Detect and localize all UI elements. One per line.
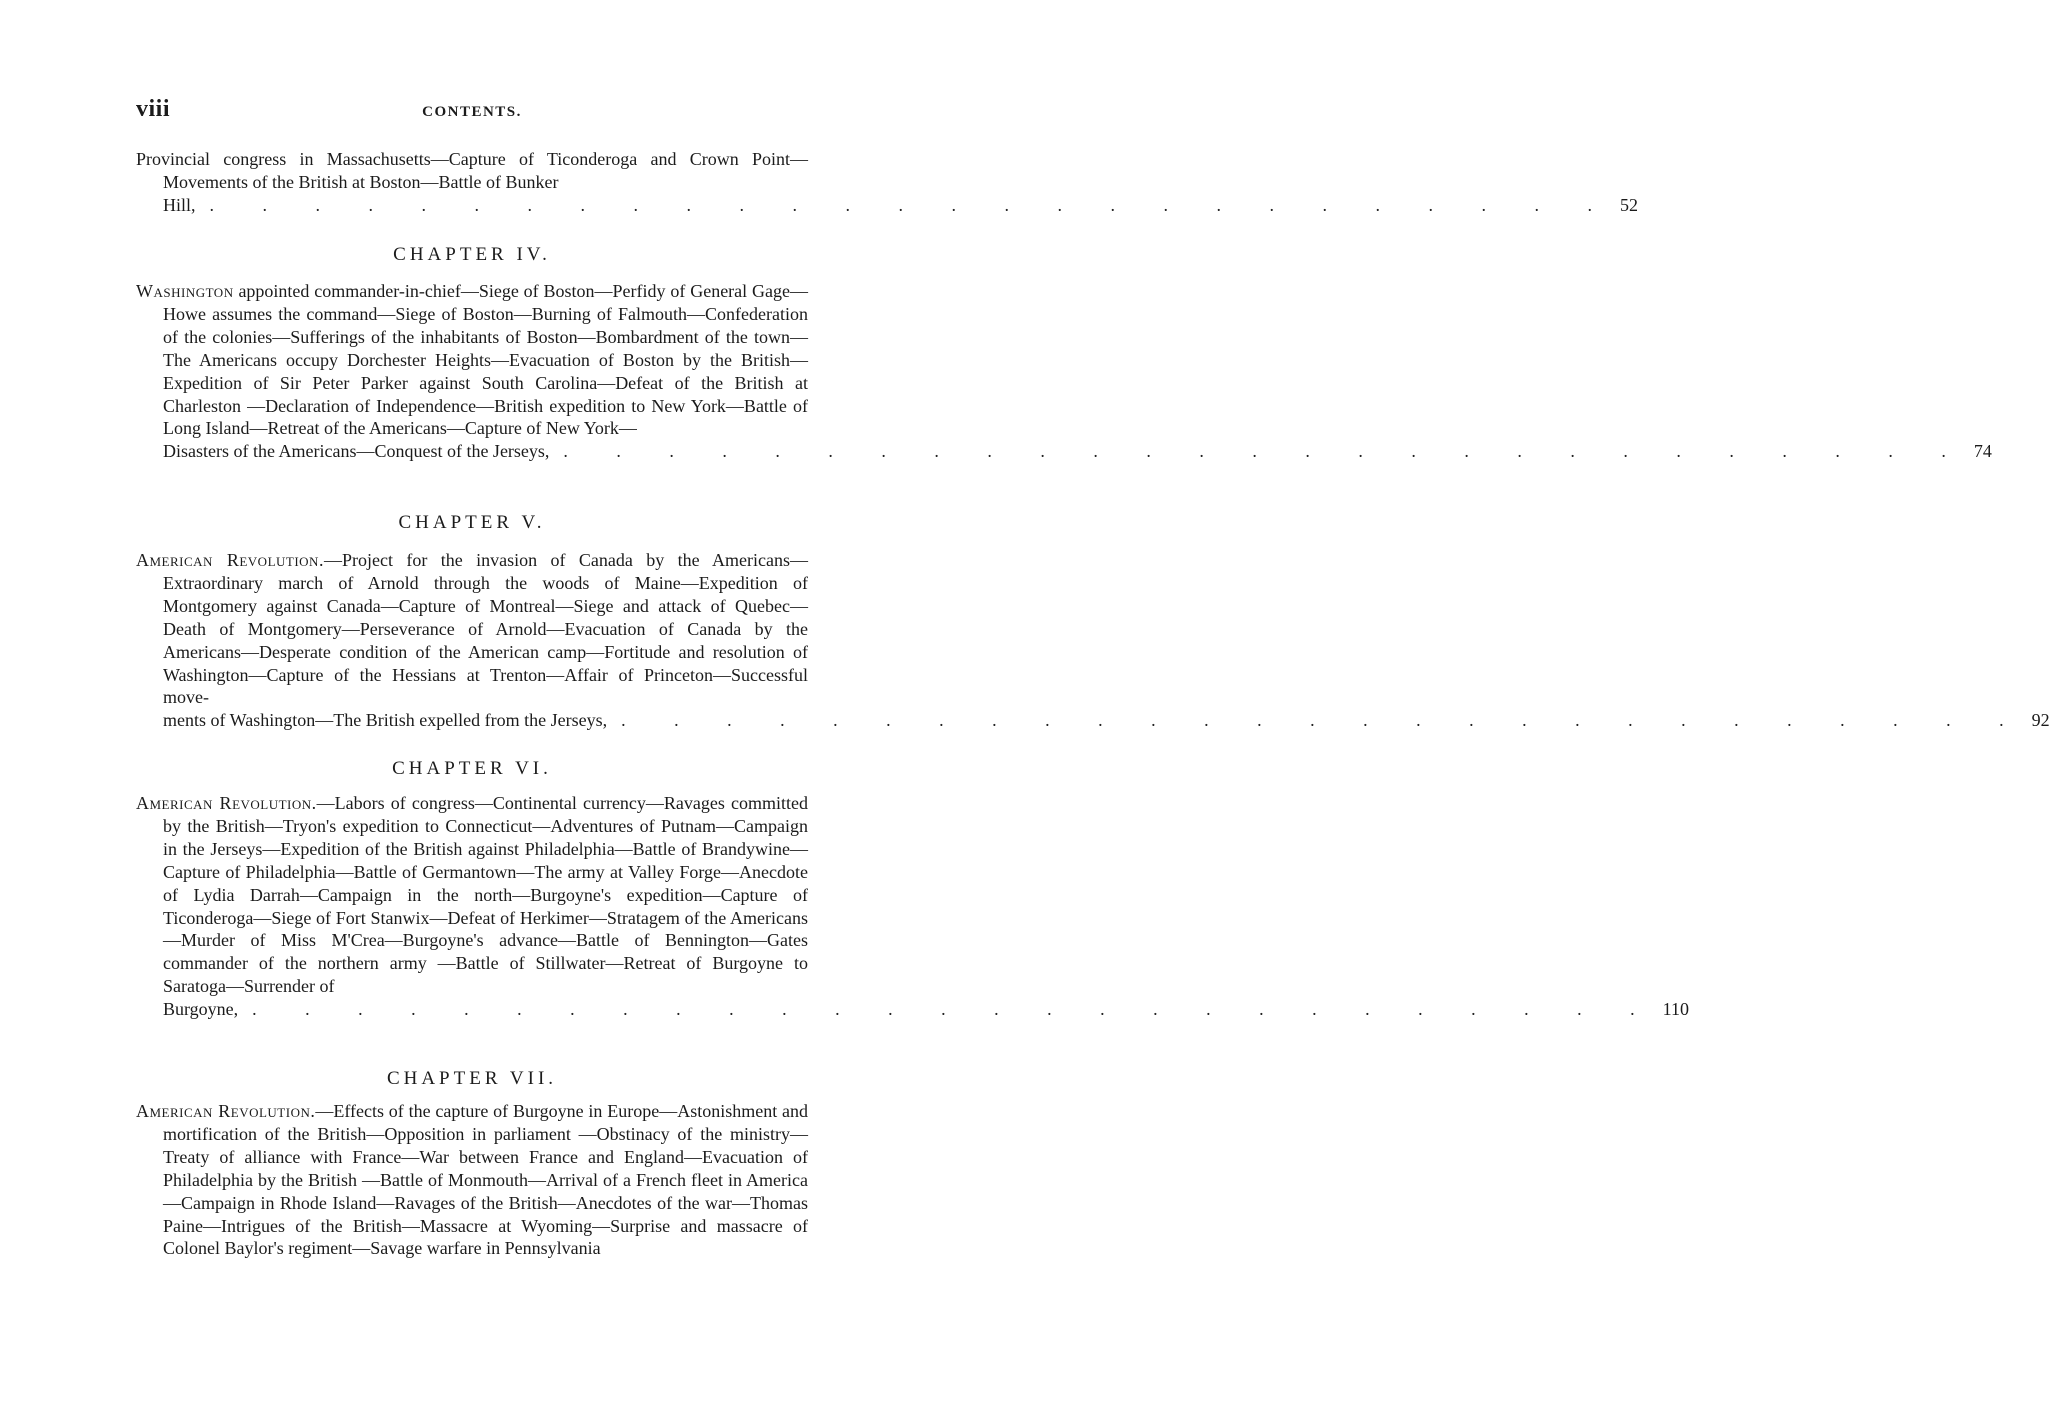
- chapter-5-last-line: ments of Washington—The British expelled from the Jerseys,: [163, 710, 608, 731]
- chapter-5-lead: American Revolution.: [136, 550, 324, 570]
- running-head: CONTENTS.: [422, 104, 522, 120]
- dot-leader: . . . . . . . . . . . . . . . . . . . . . . . . . . .: [252, 999, 1657, 1020]
- dot-leader: . . . . . . . . . . . . . . . . . . . . . . . . . . .: [621, 710, 2026, 731]
- chapter-3-summary: Provincial congress in Massachusetts—Capture of Ticonderoga and Crown Point—Movements of the British at Boston—Battle of Bunker: [136, 149, 808, 192]
- chapter-5-entry: [136, 549, 2050, 732]
- chapter-5-summary: [136, 549, 808, 709]
- chapter-4-lead: Washington: [136, 281, 234, 301]
- chapter-6-last-line: Burgoyne,: [163, 999, 239, 1020]
- chapter-6-entry: [136, 792, 1690, 1021]
- chapter-6-text: —Labors of congress—Continental currency—Ravages committed by the British—Tryon's expedition to Connecticut—Adventures of Putnam—Campaign in the Jerseys—Expedition of the British against Philadelphia—Battle of Brandywine—Capture of Philadelphia—Battle of Germantown—The army at Valley Forge—Anecdote of Lydia Darrah—Campaign in the north—Burgoyne's expedition—Capture of Ticonderoga—Siege of Fort Stanwix—Defeat of Herkimer—Stratagem of the Americans—Murder of Miss M'Crea—Burgoyne's advance—Battle of Bennington—Gates commander of the northern army —Battle of Stillwater—Retreat of Burgoyne to Saratoga—Surrender of: [163, 793, 809, 997]
- chapter-5-heading: CHAPTER V.: [398, 512, 546, 533]
- chapter-7-summary: [136, 1100, 808, 1260]
- chapter-5-page-ref: 92: [2031, 710, 2050, 731]
- chapter-5-text: —Project for the invasion of Canada by the Americans—Extraordinary march of Arnold through the woods of Maine—Expedition of Montgomery against Canada—Capture of Montreal—Siege and attack of Quebec—Death of Montgomery—Perseverance of Arnold—Evacuation of Canada by the Americans—Desperate condition of the American camp—Fortitude and resolution of Washington—Capture of the Hessians at Trenton—Affair of Princeton—Successful move-: [163, 550, 808, 708]
- chapter-4-page-line: [136, 440, 1992, 463]
- chapter-6-summary: [136, 792, 808, 998]
- chapter-4-last-line: Disasters of the Americans—Conquest of the Jerseys,: [163, 441, 550, 462]
- chapter-4-entry: [136, 280, 1992, 463]
- chapter-7-lead: American Revolution.: [136, 1101, 316, 1121]
- chapter-4-summary: [136, 280, 808, 440]
- chapter-3-entry: [136, 148, 1639, 217]
- chapter-3-page-ref: 52: [1620, 194, 1639, 215]
- chapter-4-heading: CHAPTER IV.: [393, 244, 551, 265]
- chapter-7-heading: CHAPTER VII.: [386, 1068, 558, 1089]
- chapter-4-text: appointed commander-in-chief—Siege of Boston—Perfidy of General Gage—Howe assumes the command—Siege of Boston—Burning of Falmouth—Confederation of the colonies—Sufferings of the inhabitants of Boston—Bombardment of the town—The Americans occupy Dorchester Heights—Evacuation of Boston by the British—Expedition of Sir Peter Parker against South Carolina—Defeat of the British at Charleston —Declaration of Independence—British expedition to New York—Battle of Long Island—Retreat of the Americans—Capture of New York—: [163, 281, 808, 439]
- chapter-5-page-line: [136, 709, 2050, 732]
- chapter-6-page-line: [136, 998, 1690, 1021]
- chapter-6-heading: CHAPTER VI.: [392, 758, 552, 779]
- chapter-6-page-ref: 110: [1662, 999, 1690, 1020]
- chapter-4-page-ref: 74: [1973, 441, 1992, 462]
- dot-leader: . . . . . . . . . . . . . . . . . . . . . . . . . . .: [563, 441, 1968, 462]
- page-number: viii: [136, 96, 171, 122]
- chapter-6-lead: American Revolution.: [136, 793, 317, 813]
- chapter-3-last-line: Hill,: [163, 194, 196, 215]
- dot-leader: . . . . . . . . . . . . . . . . . . . . . . . . . . .: [209, 194, 1615, 215]
- chapter-7-text: —Effects of the capture of Burgoyne in Europe—Astonishment and mortification of the British—Opposition in parliament —Obstinacy of the ministry—Treaty of alliance with France—War between France and England—Evacuation of Philadelphia by the British —Battle of Monmouth—Arrival of a French fleet in America—Campaign in Rhode Island—Ravages of the British—Anecdotes of the war—Thomas Paine—Intrigues of the British—Massacre at Wyoming—Surprise and massacre of Colonel Baylor's regiment—Savage warfare in Pennsylvania: [163, 1101, 809, 1259]
- chapter-3-page-line: [136, 194, 1639, 217]
- page-header: [136, 96, 808, 126]
- chapter-7-entry: [136, 1100, 808, 1260]
